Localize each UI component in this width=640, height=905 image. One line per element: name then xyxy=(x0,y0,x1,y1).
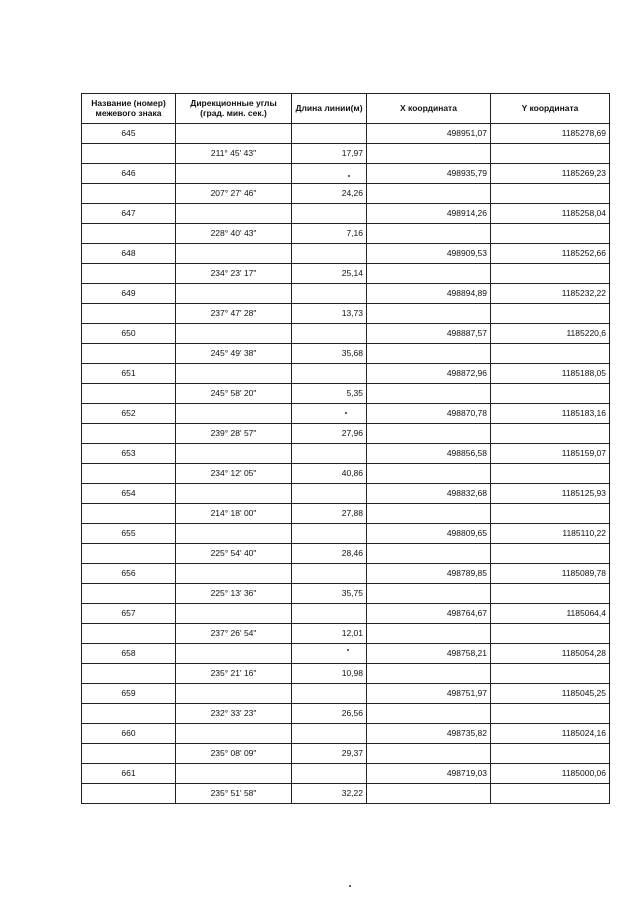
cell-mark-name: 645 xyxy=(82,124,176,144)
cell-mark-name xyxy=(82,664,176,684)
cell-direction-angle: 211° 45' 43" xyxy=(176,144,292,164)
cell-direction-angle: 234° 12' 05" xyxy=(176,464,292,484)
cell-y-coordinate xyxy=(491,744,610,764)
cell-direction-angle: 237° 47' 28" xyxy=(176,304,292,324)
cell-x-coordinate xyxy=(367,464,491,484)
table-row xyxy=(82,164,610,184)
cell-x-coordinate xyxy=(367,784,491,804)
cell-direction-angle xyxy=(176,204,292,224)
cell-direction-angle xyxy=(176,644,292,664)
cell-mark-name: 650 xyxy=(82,324,176,344)
cell-mark-name xyxy=(82,424,176,444)
cell-direction-angle: 237° 26' 54" xyxy=(176,624,292,644)
cell-x-coordinate: 498789,85 xyxy=(367,564,491,584)
cell-mark-name: 661 xyxy=(82,764,176,784)
cell-x-coordinate: 498758,21 xyxy=(367,644,491,664)
cell-mark-name xyxy=(82,264,176,284)
cell-direction-angle: 235° 51' 58" xyxy=(176,784,292,804)
cell-x-coordinate xyxy=(367,224,491,244)
table-row xyxy=(82,564,610,584)
cell-mark-name: 657 xyxy=(82,604,176,624)
cell-line-length: 40,86 xyxy=(292,464,367,484)
table-body xyxy=(82,124,610,804)
cell-direction-angle xyxy=(176,124,292,144)
cell-direction-angle: 225° 54' 40" xyxy=(176,544,292,564)
cell-line-length: 27,88 xyxy=(292,504,367,524)
table-row xyxy=(82,724,610,744)
cell-mark-name xyxy=(82,184,176,204)
cell-direction-angle xyxy=(176,364,292,384)
cell-x-coordinate xyxy=(367,424,491,444)
cell-y-coordinate: 1185232,22 xyxy=(491,284,610,304)
cell-y-coordinate xyxy=(491,704,610,724)
table-row xyxy=(82,744,610,764)
table-row xyxy=(82,444,610,464)
cell-x-coordinate: 498764,67 xyxy=(367,604,491,624)
cell-mark-name: 652 xyxy=(82,404,176,424)
cell-y-coordinate xyxy=(491,184,610,204)
cell-x-coordinate: 498887,57 xyxy=(367,324,491,344)
cell-x-coordinate xyxy=(367,584,491,604)
cell-y-coordinate: 1185220,6 xyxy=(491,324,610,344)
cell-mark-name xyxy=(82,544,176,564)
table-row xyxy=(82,224,610,244)
cell-mark-name: 660 xyxy=(82,724,176,744)
cell-line-length xyxy=(292,164,367,184)
cell-direction-angle xyxy=(176,404,292,424)
table-row xyxy=(82,464,610,484)
cell-line-length xyxy=(292,644,367,664)
cell-mark-name xyxy=(82,304,176,324)
cell-x-coordinate: 498735,82 xyxy=(367,724,491,744)
cell-line-length: 17,97 xyxy=(292,144,367,164)
cell-mark-name xyxy=(82,384,176,404)
cell-y-coordinate: 1185278,69 xyxy=(491,124,610,144)
cell-line-length: 10,98 xyxy=(292,664,367,684)
cell-y-coordinate: 1185110,22 xyxy=(491,524,610,544)
cell-x-coordinate xyxy=(367,384,491,404)
cell-direction-angle xyxy=(176,564,292,584)
table-row xyxy=(82,264,610,284)
cell-y-coordinate: 1185125,93 xyxy=(491,484,610,504)
cell-line-length xyxy=(292,324,367,344)
cell-line-length: 28,46 xyxy=(292,544,367,564)
table-row xyxy=(82,524,610,544)
cell-y-coordinate: 1185188,05 xyxy=(491,364,610,384)
cell-direction-angle: 245° 58' 20" xyxy=(176,384,292,404)
cell-x-coordinate: 498872,96 xyxy=(367,364,491,384)
scan-speck xyxy=(345,412,347,414)
table-row xyxy=(82,204,610,224)
cell-y-coordinate xyxy=(491,344,610,364)
cell-mark-name: 654 xyxy=(82,484,176,504)
cell-x-coordinate: 498909,53 xyxy=(367,244,491,264)
cell-mark-name: 656 xyxy=(82,564,176,584)
cell-direction-angle xyxy=(176,444,292,464)
cell-mark-name xyxy=(82,584,176,604)
cell-line-length xyxy=(292,684,367,704)
cell-mark-name: 651 xyxy=(82,364,176,384)
cell-line-length xyxy=(292,524,367,544)
cell-mark-name: 655 xyxy=(82,524,176,544)
cell-y-coordinate: 1185269,23 xyxy=(491,164,610,184)
cell-mark-name: 648 xyxy=(82,244,176,264)
cell-mark-name xyxy=(82,624,176,644)
table-row xyxy=(82,704,610,724)
scan-speck xyxy=(347,649,349,651)
cell-line-length xyxy=(292,484,367,504)
cell-line-length: 13,73 xyxy=(292,304,367,324)
cell-line-length xyxy=(292,244,367,264)
cell-line-length xyxy=(292,724,367,744)
scan-speck xyxy=(349,885,351,887)
table-row xyxy=(82,484,610,504)
cell-line-length xyxy=(292,204,367,224)
table-row xyxy=(82,124,610,144)
cell-line-length xyxy=(292,564,367,584)
cell-x-coordinate: 498870,78 xyxy=(367,404,491,424)
cell-direction-angle: 232° 33' 23" xyxy=(176,704,292,724)
cell-line-length: 12,01 xyxy=(292,624,367,644)
table-row xyxy=(82,544,610,564)
cell-mark-name xyxy=(82,704,176,724)
cell-mark-name: 646 xyxy=(82,164,176,184)
cell-y-coordinate: 1185045,25 xyxy=(491,684,610,704)
cell-x-coordinate: 498935,79 xyxy=(367,164,491,184)
cell-mark-name xyxy=(82,504,176,524)
cell-line-length xyxy=(292,444,367,464)
cell-x-coordinate xyxy=(367,344,491,364)
cell-mark-name: 659 xyxy=(82,684,176,704)
cell-direction-angle xyxy=(176,724,292,744)
header-y-coordinate: Y координата xyxy=(491,94,610,124)
table-row xyxy=(82,144,610,164)
cell-x-coordinate xyxy=(367,544,491,564)
cell-x-coordinate: 498832,68 xyxy=(367,484,491,504)
cell-direction-angle: 235° 08' 09" xyxy=(176,744,292,764)
cell-x-coordinate xyxy=(367,504,491,524)
cell-direction-angle: 239° 28' 57" xyxy=(176,424,292,444)
cell-direction-angle xyxy=(176,324,292,344)
cell-y-coordinate: 1185159,07 xyxy=(491,444,610,464)
cell-x-coordinate xyxy=(367,304,491,324)
cell-direction-angle xyxy=(176,684,292,704)
header-line-length: Длина линии(м) xyxy=(292,94,367,124)
table-row xyxy=(82,284,610,304)
cell-direction-angle xyxy=(176,284,292,304)
cell-line-length xyxy=(292,404,367,424)
cell-y-coordinate xyxy=(491,424,610,444)
table-row xyxy=(82,584,610,604)
cell-y-coordinate xyxy=(491,504,610,524)
cell-y-coordinate xyxy=(491,144,610,164)
table-row xyxy=(82,764,610,784)
cell-line-length: 24,26 xyxy=(292,184,367,204)
table-row xyxy=(82,644,610,664)
cell-line-length: 7,16 xyxy=(292,224,367,244)
table-row xyxy=(82,364,610,384)
cell-mark-name xyxy=(82,344,176,364)
cell-x-coordinate xyxy=(367,144,491,164)
cell-direction-angle: 225° 13' 36" xyxy=(176,584,292,604)
coordinates-table xyxy=(81,93,610,804)
table-row xyxy=(82,784,610,804)
header-direction-angle: Дирекционные углы (град. мин. сек.) xyxy=(176,94,292,124)
cell-direction-angle xyxy=(176,484,292,504)
cell-direction-angle xyxy=(176,604,292,624)
cell-x-coordinate xyxy=(367,624,491,644)
cell-y-coordinate xyxy=(491,624,610,644)
cell-y-coordinate: 1185089,78 xyxy=(491,564,610,584)
cell-x-coordinate: 498719,03 xyxy=(367,764,491,784)
cell-line-length: 29,37 xyxy=(292,744,367,764)
table-row xyxy=(82,604,610,624)
cell-direction-angle: 235° 21' 16" xyxy=(176,664,292,684)
cell-direction-angle: 214° 18' 00" xyxy=(176,504,292,524)
cell-x-coordinate xyxy=(367,744,491,764)
cell-mark-name: 658 xyxy=(82,644,176,664)
table-header-row xyxy=(82,94,610,124)
cell-x-coordinate: 498894,89 xyxy=(367,284,491,304)
cell-x-coordinate xyxy=(367,704,491,724)
cell-y-coordinate: 1185258,04 xyxy=(491,204,610,224)
cell-x-coordinate xyxy=(367,264,491,284)
cell-y-coordinate xyxy=(491,584,610,604)
cell-line-length: 35,68 xyxy=(292,344,367,364)
cell-y-coordinate xyxy=(491,224,610,244)
cell-line-length: 32,22 xyxy=(292,784,367,804)
cell-mark-name: 653 xyxy=(82,444,176,464)
cell-y-coordinate xyxy=(491,384,610,404)
cell-y-coordinate: 1185024,16 xyxy=(491,724,610,744)
cell-y-coordinate xyxy=(491,304,610,324)
cell-direction-angle: 245° 49' 38" xyxy=(176,344,292,364)
table-row xyxy=(82,304,610,324)
cell-y-coordinate xyxy=(491,784,610,804)
cell-x-coordinate: 498914,26 xyxy=(367,204,491,224)
cell-y-coordinate: 1185064,4 xyxy=(491,604,610,624)
header-x-coordinate: X координата xyxy=(367,94,491,124)
cell-line-length: 26,56 xyxy=(292,704,367,724)
cell-x-coordinate xyxy=(367,664,491,684)
table-row xyxy=(82,684,610,704)
cell-mark-name: 649 xyxy=(82,284,176,304)
cell-y-coordinate xyxy=(491,544,610,564)
cell-direction-angle xyxy=(176,164,292,184)
table-row xyxy=(82,344,610,364)
cell-line-length: 35,75 xyxy=(292,584,367,604)
cell-mark-name: 647 xyxy=(82,204,176,224)
cell-line-length xyxy=(292,764,367,784)
cell-direction-angle: 228° 40' 43" xyxy=(176,224,292,244)
cell-y-coordinate: 1185252,66 xyxy=(491,244,610,264)
cell-direction-angle: 207° 27' 46" xyxy=(176,184,292,204)
table-row xyxy=(82,504,610,524)
cell-line-length xyxy=(292,364,367,384)
table-row xyxy=(82,184,610,204)
cell-direction-angle xyxy=(176,764,292,784)
header-mark-name: Название (номер) межевого знака xyxy=(82,94,176,124)
cell-direction-angle: 234° 23' 17" xyxy=(176,264,292,284)
table-row xyxy=(82,244,610,264)
cell-line-length xyxy=(292,604,367,624)
cell-direction-angle xyxy=(176,524,292,544)
table-row xyxy=(82,664,610,684)
table-row xyxy=(82,624,610,644)
cell-mark-name xyxy=(82,784,176,804)
cell-x-coordinate: 498951,07 xyxy=(367,124,491,144)
cell-line-length xyxy=(292,124,367,144)
table-row xyxy=(82,384,610,404)
cell-mark-name xyxy=(82,224,176,244)
cell-y-coordinate: 1185000,06 xyxy=(491,764,610,784)
cell-line-length: 25,14 xyxy=(292,264,367,284)
cell-y-coordinate xyxy=(491,464,610,484)
cell-x-coordinate xyxy=(367,184,491,204)
scan-speck xyxy=(348,175,350,177)
cell-y-coordinate: 1185054,28 xyxy=(491,644,610,664)
table-row xyxy=(82,324,610,344)
cell-x-coordinate: 498751,97 xyxy=(367,684,491,704)
cell-x-coordinate: 498856,58 xyxy=(367,444,491,464)
cell-y-coordinate xyxy=(491,664,610,684)
cell-y-coordinate xyxy=(491,264,610,284)
cell-line-length: 27,96 xyxy=(292,424,367,444)
cell-mark-name xyxy=(82,464,176,484)
cell-line-length xyxy=(292,284,367,304)
cell-direction-angle xyxy=(176,244,292,264)
cell-mark-name xyxy=(82,144,176,164)
table-row xyxy=(82,424,610,444)
cell-mark-name xyxy=(82,744,176,764)
cell-x-coordinate: 498809,65 xyxy=(367,524,491,544)
cell-line-length: 5,35 xyxy=(292,384,367,404)
cell-y-coordinate: 1185183,16 xyxy=(491,404,610,424)
